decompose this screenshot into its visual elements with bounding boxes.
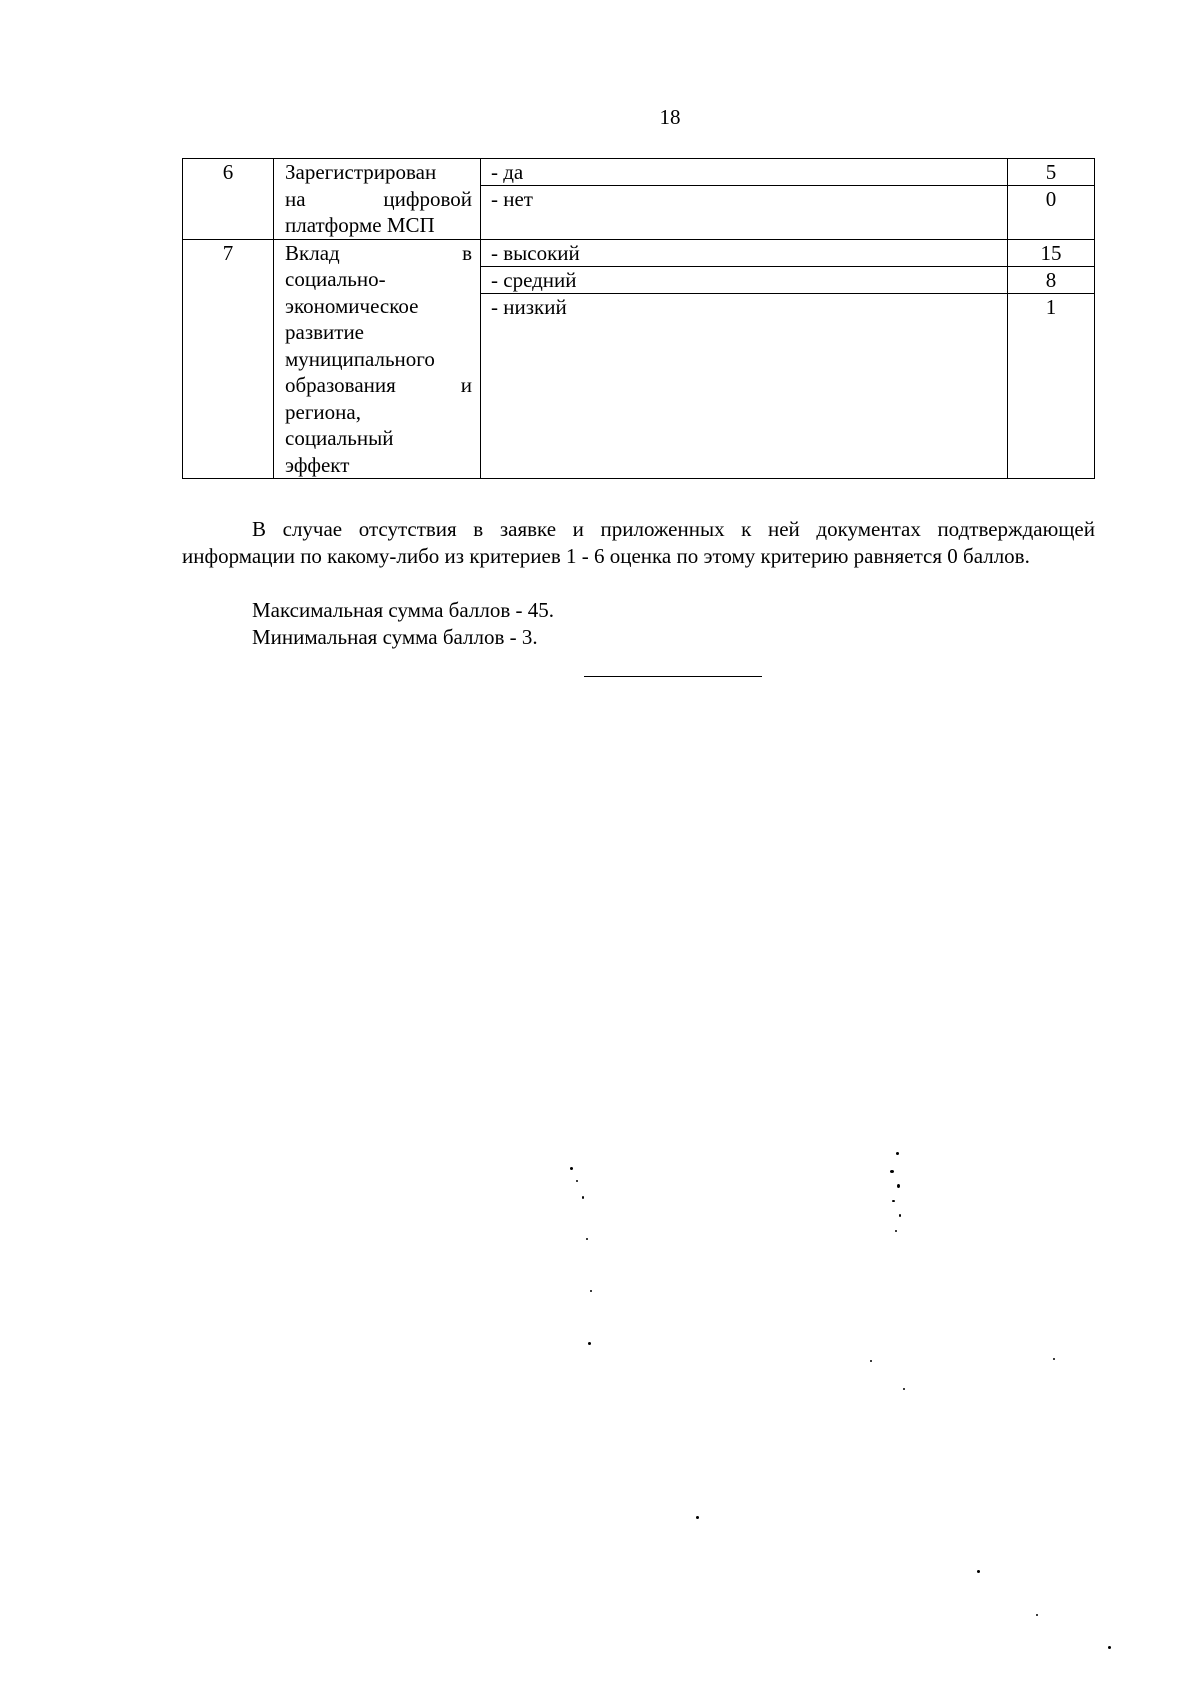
option-label: - да bbox=[481, 159, 1008, 185]
criterion-name bbox=[274, 159, 481, 239]
option-score: 8 bbox=[1045, 267, 1057, 292]
scan-speck bbox=[977, 1570, 980, 1573]
scan-speck bbox=[588, 1342, 591, 1345]
option-label: - средний bbox=[481, 267, 1008, 293]
criterion-name-line: муниципального bbox=[285, 346, 435, 371]
scan-speck bbox=[582, 1196, 584, 1199]
option-row bbox=[481, 267, 1094, 294]
scan-speck bbox=[890, 1170, 894, 1173]
criterion-name-line: социально- bbox=[285, 267, 386, 291]
scan-speck bbox=[903, 1388, 905, 1390]
min-score-line: Минимальная сумма баллов - 3. bbox=[252, 625, 538, 649]
option-row bbox=[481, 159, 1094, 186]
table-row bbox=[183, 240, 1094, 479]
option-score: 5 bbox=[1045, 160, 1057, 184]
option-score: 15 bbox=[1040, 240, 1062, 265]
scan-speck bbox=[696, 1516, 699, 1519]
end-divider bbox=[584, 676, 762, 677]
scan-speck bbox=[896, 1152, 899, 1155]
option-label: - нет bbox=[481, 186, 1008, 239]
scan-speck bbox=[897, 1184, 900, 1188]
criterion-name-line: Вклад в bbox=[285, 240, 472, 265]
criterion-name-line: эффект bbox=[285, 452, 350, 477]
option-row bbox=[481, 240, 1094, 267]
table-row bbox=[183, 159, 1094, 240]
option-score: 1 bbox=[1045, 294, 1057, 319]
scoring-note-paragraph: В случае отсутствия в заявке и приложенных к ней документах подтверждающей информации по какому-либо из критериев 1 - 6 оценка по этому критерию равняется 0 баллов. bbox=[182, 517, 1095, 568]
option-label: - высокий bbox=[481, 240, 1008, 266]
scan-speck bbox=[870, 1360, 872, 1362]
criterion-name-line: региона, bbox=[285, 399, 361, 424]
scan-speck bbox=[895, 1230, 897, 1232]
criterion-name-line: экономическое bbox=[285, 293, 419, 318]
page-number: 18 bbox=[659, 105, 681, 129]
criterion-number: 6 bbox=[183, 159, 274, 239]
scan-speck bbox=[1036, 1614, 1038, 1616]
scan-speck bbox=[892, 1200, 895, 1202]
scan-speck bbox=[1108, 1646, 1111, 1649]
criterion-name-line: на цифровой bbox=[285, 186, 472, 211]
option-row bbox=[481, 294, 1094, 479]
scan-speck bbox=[590, 1290, 592, 1292]
option-score: 0 bbox=[1045, 187, 1057, 211]
criterion-name bbox=[274, 240, 481, 479]
option-row bbox=[481, 186, 1094, 239]
scan-speck bbox=[570, 1167, 573, 1170]
criterion-name-line: Зарегистрирован bbox=[285, 160, 437, 184]
scan-speck bbox=[899, 1214, 901, 1217]
criterion-name-line: образования и bbox=[285, 373, 472, 397]
criterion-options bbox=[481, 240, 1094, 479]
scan-speck bbox=[576, 1180, 578, 1182]
max-score-line: Максимальная сумма баллов - 45. bbox=[252, 598, 554, 622]
criterion-options bbox=[481, 159, 1094, 239]
criterion-name-line: социальный bbox=[285, 426, 394, 450]
criterion-name-line: платформе МСП bbox=[285, 213, 435, 237]
scan-speck bbox=[586, 1238, 588, 1240]
criterion-number: 7 bbox=[183, 240, 274, 479]
criteria-table bbox=[182, 158, 1095, 479]
criterion-name-line: развитие bbox=[285, 320, 365, 344]
option-label: - низкий bbox=[481, 294, 1008, 479]
scan-speck bbox=[1053, 1358, 1055, 1360]
